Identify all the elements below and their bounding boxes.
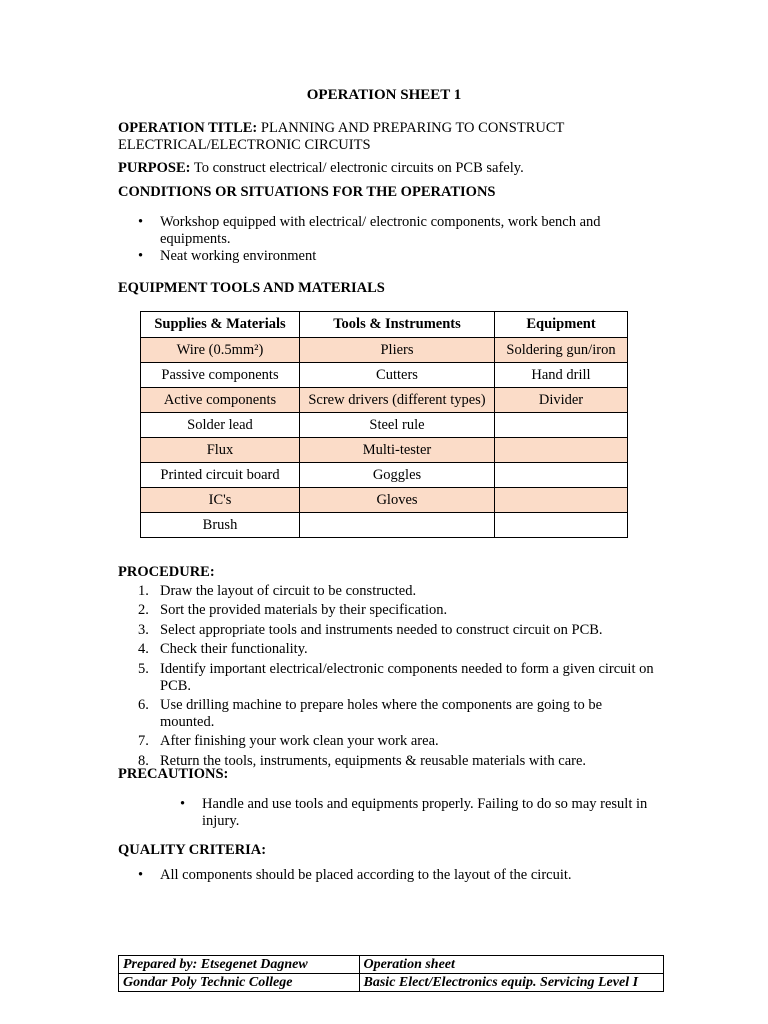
quality-list: [118, 867, 658, 884]
step-text: Sort the provided materials by their specification.: [160, 602, 448, 619]
footer-table: [118, 955, 664, 992]
list-item: 4. Check their functionality.: [138, 641, 308, 658]
table-row: [119, 956, 664, 974]
college-name: Gondar Poly Technic College: [119, 974, 360, 992]
equipment-heading: EQUIPMENT TOOLS AND MATERIALS: [118, 280, 385, 296]
list-item: 1. Draw the layout of circuit to be constructed.: [138, 583, 417, 599]
operation-title-line1: PLANNING AND PREPARING TO CONSTRUCT: [260, 120, 565, 136]
step-text: After finishing your work clean your work area.: [160, 733, 439, 750]
procedure-list: [118, 583, 658, 772]
table-cell: Cutters: [300, 363, 495, 388]
table-cell: Pliers: [300, 338, 495, 363]
table-cell: Soldering gun/iron: [495, 338, 628, 363]
table-cell: IC's: [141, 488, 300, 513]
step-text: Use drilling machine to prepare holes where the components are going to be mounted.: [160, 696, 603, 730]
step-text: Return the tools, instruments, equipments & reusable materials with care.: [160, 752, 587, 769]
table-cell: Divider: [495, 388, 628, 413]
table-row: [141, 413, 628, 438]
step-text: Identify important electrical/electronic components needed to form a given circuit on PCB.: [160, 660, 654, 694]
list-item: • Workshop equipped with electrical/ electronic components, work bench and equipments.: [118, 214, 618, 248]
precautions-list: [160, 796, 650, 830]
column-header: Supplies & Materials: [141, 312, 300, 338]
list-item: 6. Use drilling machine to prepare holes where the components are going to be mounted.: [138, 696, 603, 730]
table-row: [141, 488, 628, 513]
step-text: Select appropriate tools and instruments needed to construct circuit on PCB.: [160, 621, 603, 638]
purpose: [118, 160, 678, 177]
table-cell: Steel rule: [300, 413, 495, 438]
table-cell: Wire (0.5mm²): [141, 338, 300, 363]
table-cell: Gloves: [300, 488, 495, 513]
purpose-label: PURPOSE:: [118, 160, 191, 176]
table-row: [141, 388, 628, 413]
table-cell: Passive components: [141, 363, 300, 388]
column-header: Equipment: [495, 312, 628, 338]
table-row: [141, 463, 628, 488]
table-row: [141, 438, 628, 463]
table-cell: Active components: [141, 388, 300, 413]
column-header: Tools & Instruments: [300, 312, 495, 338]
list-item: 2. Sort the provided materials by their specification.: [138, 602, 448, 619]
list-item: 3. Select appropriate tools and instruments needed to construct circuit on PCB.: [138, 621, 603, 638]
procedure-heading: PROCEDURE:: [118, 564, 215, 580]
operation-title: [118, 120, 678, 154]
conditions-heading: CONDITIONS OR SITUATIONS FOR THE OPERATIONS: [118, 184, 496, 200]
step-text: Check their functionality.: [160, 641, 308, 658]
list-item: • Neat working environment: [118, 248, 618, 265]
table-cell: [495, 463, 628, 488]
table-cell: [495, 438, 628, 463]
doc-type: Operation sheet: [359, 956, 663, 974]
quality-heading: QUALITY CRITERIA:: [118, 842, 267, 858]
table-row: [119, 974, 664, 992]
table-cell: [495, 513, 628, 538]
table-cell: [495, 488, 628, 513]
table-cell: Hand drill: [495, 363, 628, 388]
precautions-heading: PRECAUTIONS:: [118, 766, 229, 782]
step-text: Draw the layout of circuit to be constructed.: [160, 583, 417, 599]
table-cell: [300, 513, 495, 538]
purpose-text: To construct electrical/ electronic circuits on PCB safely.: [193, 160, 524, 176]
operation-title-line2: ELECTRICAL/ELECTRONIC CIRCUITS: [118, 137, 371, 153]
prepared-by: Prepared by: Etsegenet Dagnew: [119, 956, 360, 974]
table-row: [141, 338, 628, 363]
list-item: 8. Return the tools, instruments, equipments & reusable materials with care.: [138, 752, 587, 769]
course-name: Basic Elect/Electronics equip. Servicing Level I: [359, 974, 663, 992]
table-row: [141, 363, 628, 388]
table-cell: Screw drivers (different types): [300, 388, 495, 413]
list-item: 5. Identify important electrical/electronic components needed to form a given circuit on PCB.: [138, 660, 654, 694]
table-cell: Brush: [141, 513, 300, 538]
equipment-table: [140, 311, 628, 538]
page-title: OPERATION SHEET 1: [306, 87, 462, 103]
table-cell: Goggles: [300, 463, 495, 488]
table-cell: [495, 413, 628, 438]
table-cell: Solder lead: [141, 413, 300, 438]
conditions-list: [118, 214, 618, 265]
list-item: 7. After finishing your work clean your work area.: [138, 733, 439, 750]
list-item: • All components should be placed according to the layout of the circuit.: [118, 867, 658, 884]
table-cell: Multi-tester: [300, 438, 495, 463]
table-cell: Printed circuit board: [141, 463, 300, 488]
table-header-row: [141, 312, 628, 338]
table-row: [141, 513, 628, 538]
list-item: • Handle and use tools and equipments properly. Failing to do so may result in injury.: [160, 796, 650, 830]
table-cell: Flux: [141, 438, 300, 463]
operation-title-label: OPERATION TITLE:: [118, 120, 258, 136]
